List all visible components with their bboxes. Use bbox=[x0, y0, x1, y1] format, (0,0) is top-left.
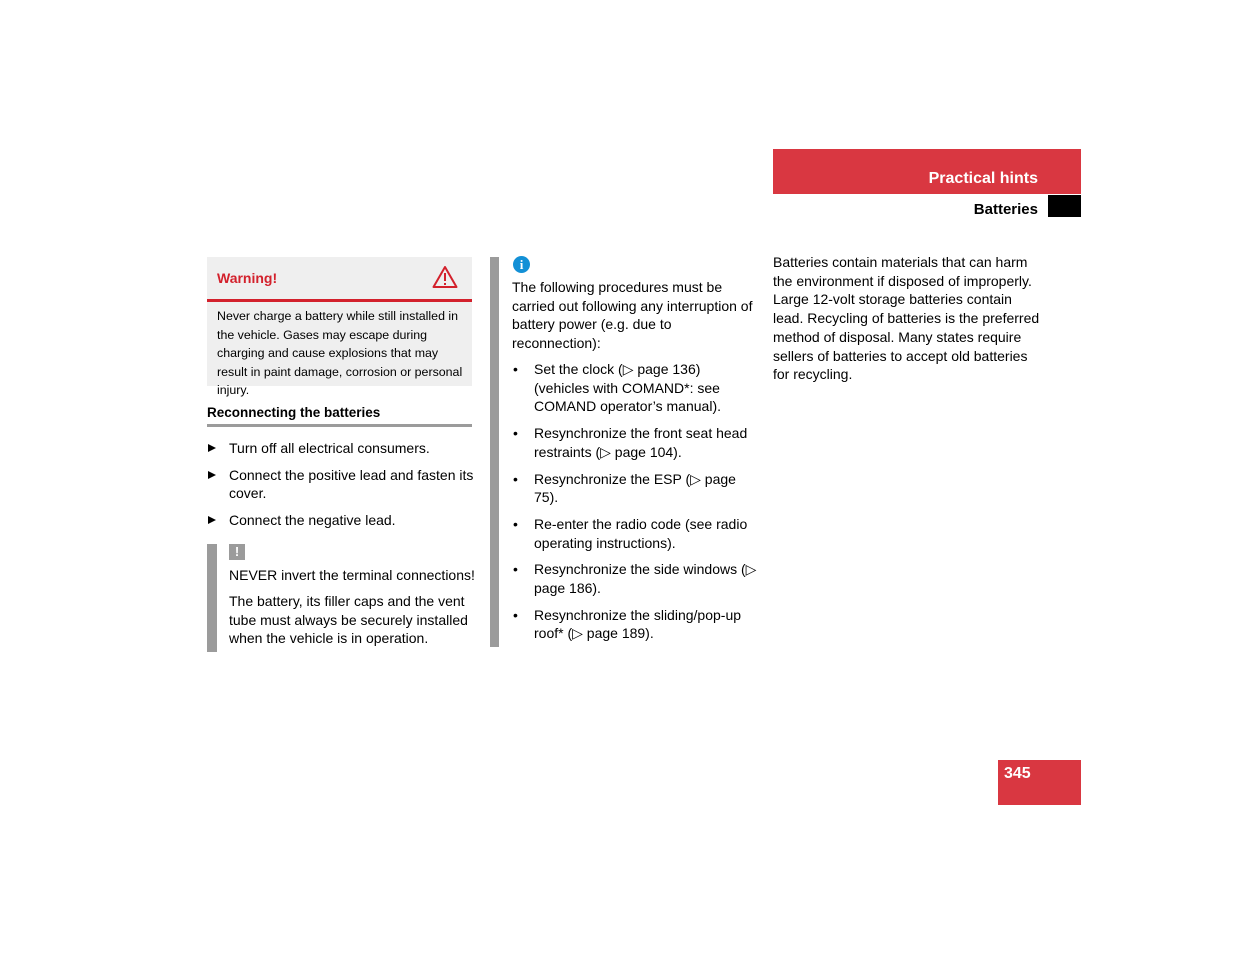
bullet-text: Re-enter the radio code (see radio operating instructions). bbox=[534, 515, 748, 551]
bullet-icon: • bbox=[513, 515, 518, 532]
list-item bbox=[512, 424, 757, 461]
bullet-icon: • bbox=[513, 561, 518, 578]
step-text: Connect the positive lead and fasten its cover. bbox=[229, 466, 474, 502]
list-item bbox=[512, 360, 757, 416]
info-side-bar bbox=[490, 257, 499, 647]
list-item bbox=[512, 560, 757, 597]
caution-side-bar bbox=[207, 544, 217, 652]
step-arrow-icon bbox=[208, 516, 216, 524]
section-tab-marker bbox=[1048, 195, 1081, 217]
warning-text: Never charge a battery while still installed in the vehicle. Gases may escape during charging and cause explosions that may result in paint damage, corrosion or personal injury. bbox=[217, 309, 463, 398]
exclamation-icon: ! bbox=[229, 544, 245, 560]
bullet-icon: • bbox=[513, 470, 518, 487]
chapter-title: Practical hints bbox=[928, 170, 1038, 187]
bullet-text: Set the clock (▷ page 136) (vehicles with COMAND*: see COMAND operator’s manual). bbox=[534, 361, 721, 415]
warning-box bbox=[207, 257, 472, 398]
page-number: 345 bbox=[1004, 765, 1031, 782]
list-item bbox=[512, 515, 757, 552]
section-title: Batteries bbox=[973, 201, 1038, 218]
list-item bbox=[207, 466, 477, 503]
step-arrow-icon bbox=[208, 471, 216, 479]
list-item bbox=[207, 511, 477, 530]
bullet-icon: • bbox=[513, 361, 518, 377]
warning-header bbox=[207, 257, 472, 302]
list-item bbox=[207, 439, 477, 458]
step-text: Turn off all electrical consumers. bbox=[229, 440, 430, 456]
caution-line-1: NEVER invert the terminal connections! bbox=[229, 567, 475, 583]
bullet-text: Resynchronize the front seat head restraints (▷ page 104). bbox=[534, 425, 748, 460]
bullet-text: Resynchronize the ESP (▷ page 75). bbox=[534, 470, 736, 506]
warning-title: Warning! bbox=[217, 270, 278, 286]
caution-line-2: The battery, its filler caps and the vent tube must always be securely installed when the vehicle is in operation. bbox=[229, 593, 468, 647]
step-arrow-icon bbox=[208, 444, 216, 452]
bullet-icon: • bbox=[513, 425, 518, 442]
bullet-text: Resynchronize the side windows (▷ page 186). bbox=[534, 561, 757, 597]
reconnect-heading: Reconnecting the batteries bbox=[207, 405, 472, 427]
reconnect-steps bbox=[207, 439, 477, 538]
warning-triangle-icon bbox=[432, 265, 458, 289]
info-intro: The following procedures must be carried out following any interruption of battery power (e.g. due to reconnection): bbox=[512, 279, 753, 352]
info-bullet-list bbox=[512, 360, 757, 651]
environment-paragraph: Batteries contain materials that can harm the environment if disposed of improperly. Large 12-volt storage batteries contain lead. Recycling of batteries is the preferred method of disposal. Many states require sellers of batteries to accept old batteries for recycling. bbox=[773, 254, 1040, 383]
bullet-text: Resynchronize the sliding/pop-up roof* (▷ page 189). bbox=[534, 606, 742, 642]
list-item bbox=[512, 606, 757, 643]
info-icon: i bbox=[513, 256, 530, 273]
bullet-icon: • bbox=[513, 606, 518, 623]
list-item bbox=[512, 470, 757, 507]
step-text: Connect the negative lead. bbox=[229, 512, 396, 529]
